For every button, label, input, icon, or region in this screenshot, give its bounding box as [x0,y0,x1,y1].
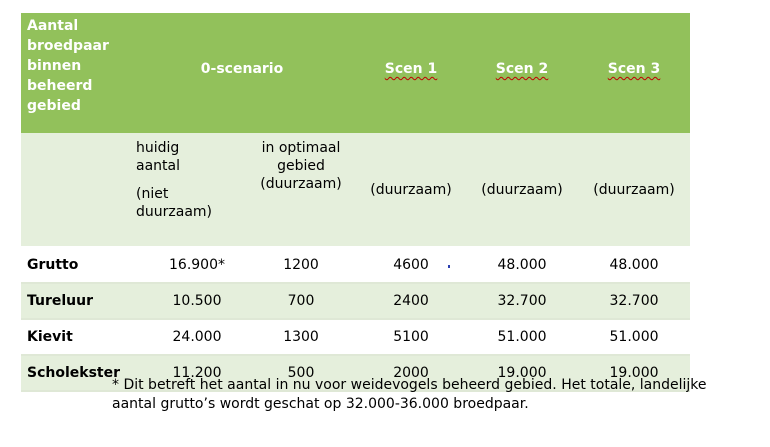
cell-scen2: 32.700 [466,283,578,319]
table-subheader-row [21,133,690,247]
cell-scen3: 19.000 [578,355,690,391]
subheader-cell-scen2: (duurzaam) [466,133,578,247]
species-name: Grutto [21,247,128,283]
header-scen1: Scen 1 [384,61,438,77]
footnote-line: * Dit betreft het aantal in nu voor weidevogels beheerd gebied. Het totale, landelijke [112,377,707,393]
header-cell-zero-scenario [128,13,356,133]
cell-scen1: 5100 [356,319,466,355]
header-label-line: broedpaar [27,38,109,54]
header-cell-scen3 [578,13,690,133]
cell-scen3: 32.700 [578,283,690,319]
header-cell-label [21,13,128,133]
text-cursor-mark [448,265,450,268]
footnote [112,376,762,414]
table-header-row [21,13,690,133]
cell-huidig: 16.900* [128,247,246,283]
species-name: Scholekster [21,355,128,391]
subheader-line: huidig [136,140,180,156]
subheader-line: aantal [136,158,180,174]
species-name: Tureluur [21,283,128,319]
table-row [21,283,690,319]
cell-optimaal: 1300 [246,319,356,355]
cell-scen1: 2000 [356,355,466,391]
subheader-line: duurzaam) [136,204,212,220]
subheader-cell-optimaal [246,133,356,247]
table-row [21,319,690,355]
header-cell-scen1 [356,13,466,133]
cell-scen1: 4600 [356,247,466,283]
header-scen2: Scen 2 [495,61,549,77]
subheader-line: (duurzaam) [260,176,342,192]
subheader-line: in optimaal [261,140,341,156]
header-label-line: Aantal [27,18,79,34]
species-name: Kievit [21,319,128,355]
subheader-cell-scen3: (duurzaam) [578,133,690,247]
cell-optimaal: 500 [246,355,356,391]
header-zero-scenario: 0-scenario [200,61,284,77]
header-scen3: Scen 3 [607,61,661,77]
cell-optimaal: 700 [246,283,356,319]
subheader-cell-huidig [128,133,246,247]
cell-optimaal: 1200 [246,247,356,283]
header-label-line: binnen [27,58,82,74]
footnote-line: aantal grutto’s wordt geschat op 32.000-36.000 broedpaar. [112,396,529,412]
cell-scen1: 2400 [356,283,466,319]
subheader-line: gebied [277,158,325,174]
cell-huidig: 10.500 [128,283,246,319]
subheader-cell-scen1: (duurzaam) [356,133,466,247]
subheader-cell-empty [21,133,128,247]
table-row [21,247,690,283]
header-label-line: beheerd [27,78,93,94]
cell-huidig: 11.200 [128,355,246,391]
header-label-line: gebied [27,98,81,114]
cell-scen2: 48.000 [466,247,578,283]
subheader-line: (niet [136,186,169,202]
cell-scen3: 48.000 [578,247,690,283]
header-cell-scen2 [466,13,578,133]
cell-huidig: 24.000 [128,319,246,355]
breeding-pairs-table [21,13,690,392]
cell-scen3: 51.000 [578,319,690,355]
cell-scen2: 19.000 [466,355,578,391]
cell-scen2: 51.000 [466,319,578,355]
